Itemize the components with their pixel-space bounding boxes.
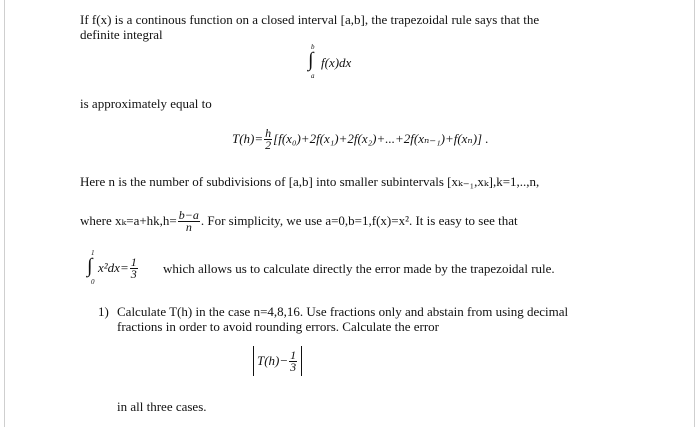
- exact-upper-limit: 1: [91, 249, 95, 257]
- page-right-border: [694, 0, 695, 427]
- subdivisions-line: Here n is the number of subdivisions of [a,b] into smaller subintervals [xₖ₋₁,xₖ],k=1,..,n,: [80, 174, 540, 189]
- where-line: [80, 206, 518, 236]
- step-frac-num: b−a: [178, 207, 199, 222]
- intro-line-2: definite integral: [80, 27, 163, 42]
- intro-line-1: If f(x) is a continous function on a closed interval [a,b], the trapezoidal rule says that the: [80, 12, 540, 27]
- error-lhs: T(h)−: [257, 353, 289, 368]
- task-line-1: Calculate T(h) in the case n=4,8,16. Use fractions only and abstain from using decimal: [117, 304, 569, 319]
- approx-text: is approximately equal to: [80, 96, 212, 111]
- integral-upper-limit: b: [311, 43, 315, 51]
- formula-lhs: T(h)=: [232, 131, 264, 146]
- formula-frac-den: 2: [265, 137, 272, 152]
- task-closing: in all three cases.: [117, 399, 207, 414]
- page-left-border: [4, 0, 5, 427]
- trapezoid-formula: [232, 124, 489, 154]
- error-expression: [253, 346, 302, 376]
- exact-integral-expr: [98, 254, 139, 282]
- formula-frac-num: h: [265, 125, 272, 140]
- integral-sign-icon-2: ∫: [87, 255, 93, 277]
- formula-fraction: [264, 125, 272, 152]
- exact-lower-limit: 0: [91, 278, 95, 286]
- error-frac-den: 3: [290, 359, 297, 374]
- formula-rhs: [f(x₀)+2f(x₁)+2f(x₂)+...+2f(xₙ₋₁)+f(xₙ)] .: [273, 131, 489, 146]
- error-frac-num: 1: [290, 347, 297, 362]
- exact-frac-den: 3: [130, 266, 137, 281]
- integral-lower-limit: a: [311, 72, 315, 80]
- integrand: f(x)dx: [321, 55, 352, 70]
- step-size-fraction: [178, 207, 200, 234]
- exact-integrand: x²dx=: [98, 260, 129, 275]
- where-prefix: where xₖ=a+hk,h=: [80, 213, 177, 228]
- integral-sign-icon: ∫: [308, 49, 314, 71]
- exact-frac-num: 1: [130, 254, 137, 269]
- exact-fraction: [130, 254, 138, 281]
- task-number: 1): [98, 304, 109, 319]
- where-suffix: . For simplicity, we use a=0,b=1,f(x)=x². It is easy to see that: [200, 213, 518, 228]
- task-line-2: fractions in order to avoid rounding errors. Calculate the error: [117, 319, 439, 334]
- error-fraction: [289, 347, 297, 374]
- step-frac-den: n: [185, 219, 192, 234]
- exact-integral-comment: which allows us to calculate directly the error made by the trapezoidal rule.: [163, 261, 555, 276]
